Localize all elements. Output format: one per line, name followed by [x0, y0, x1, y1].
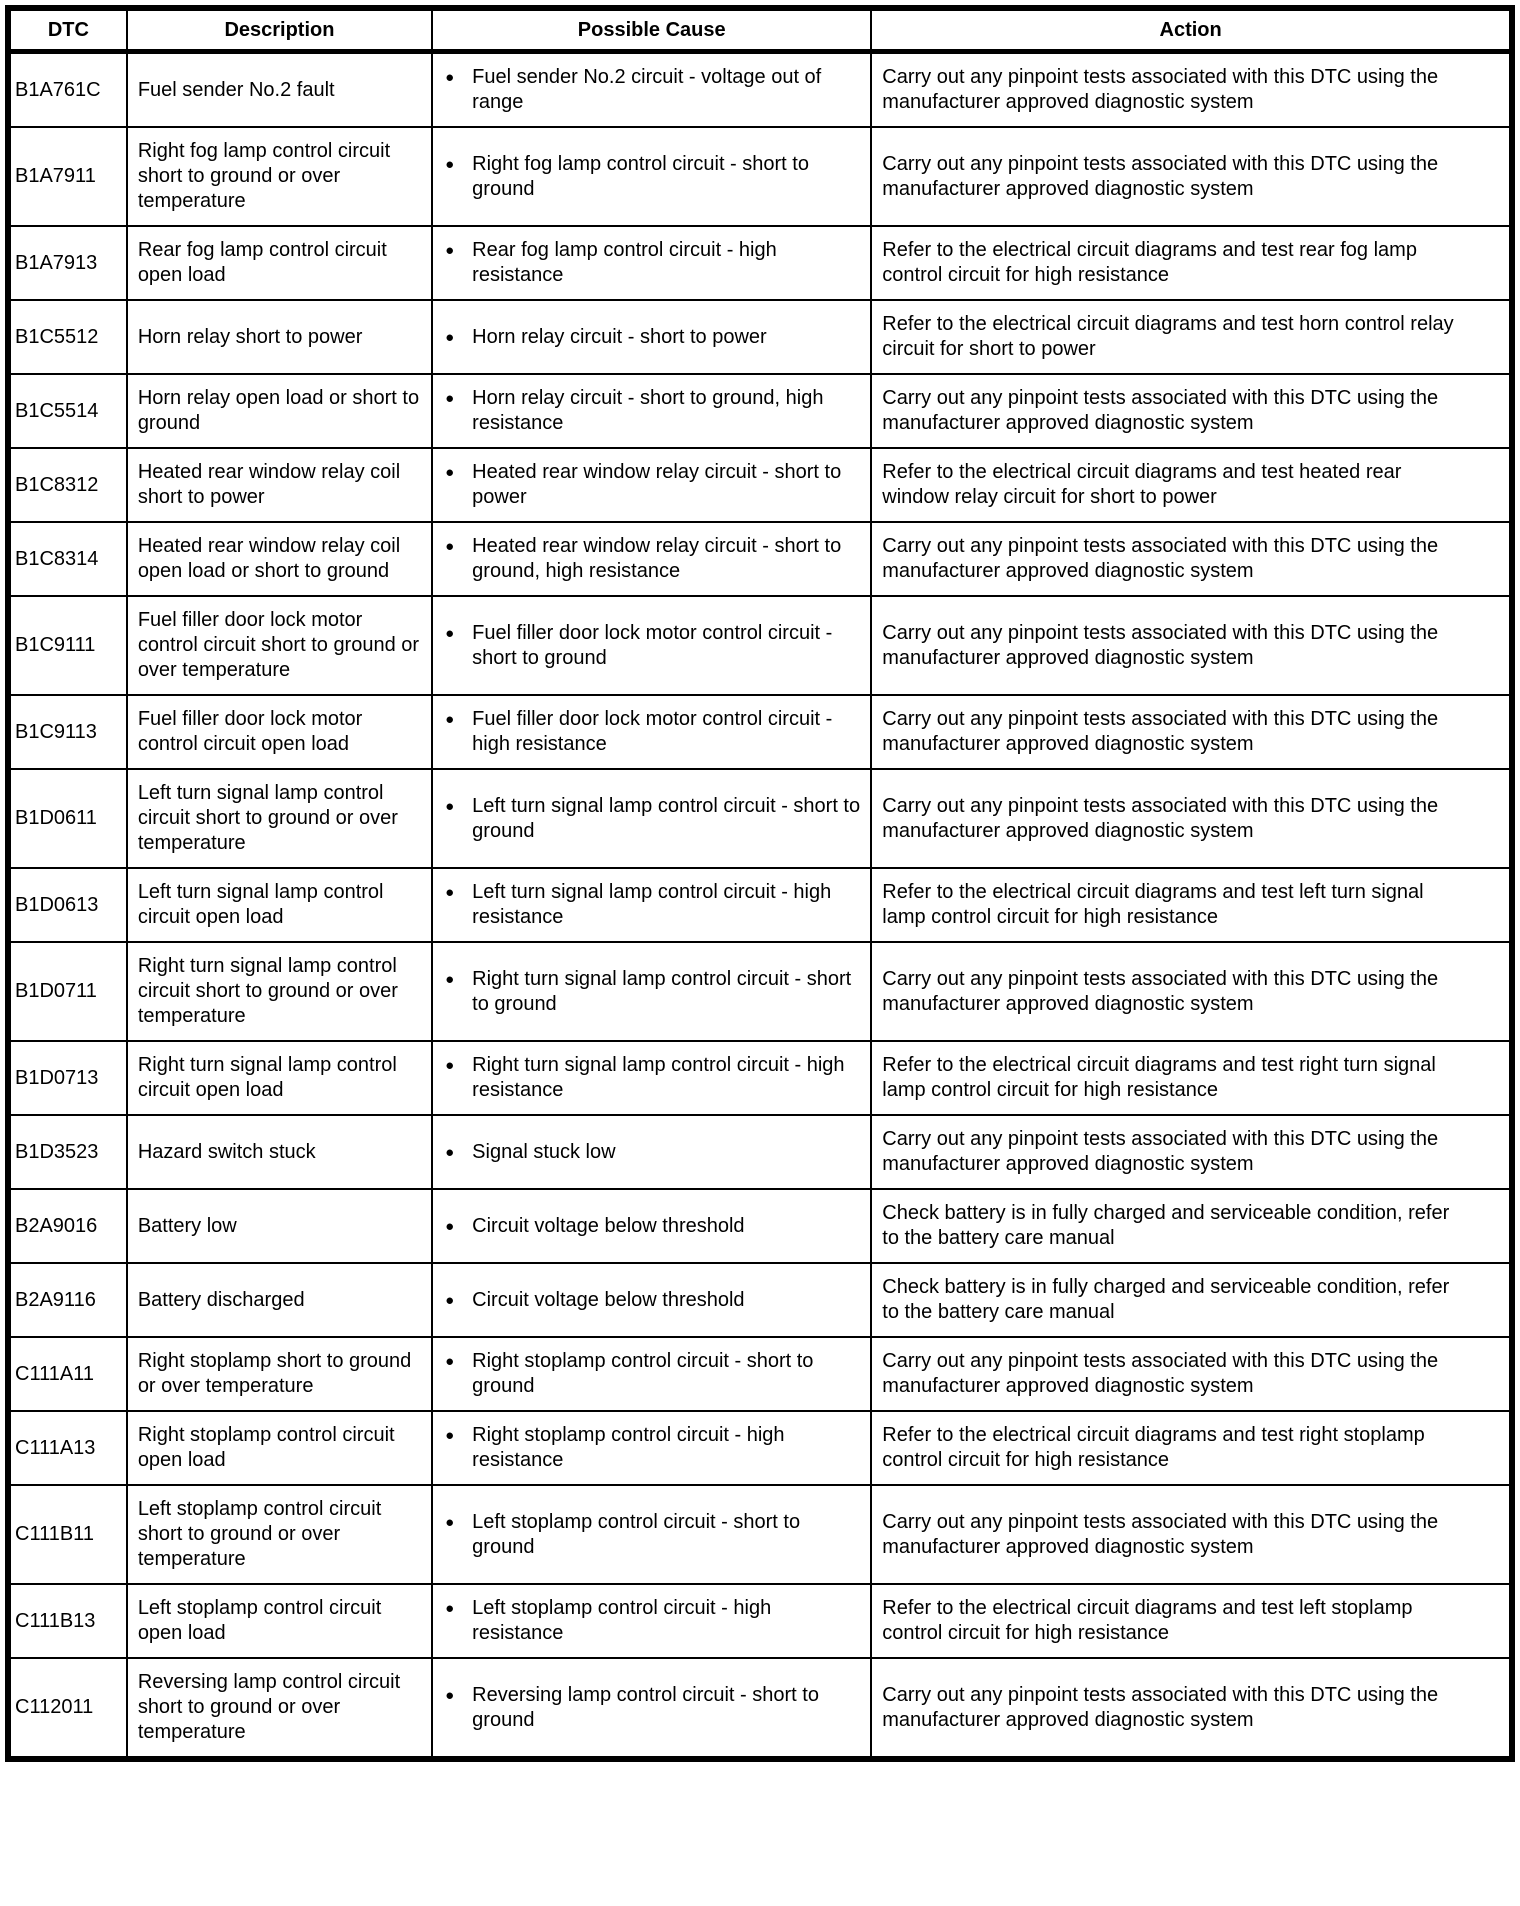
table-header [8, 8, 1512, 52]
table-row [8, 868, 1512, 942]
action-cell: Carry out any pinpoint tests associated with this DTC using the manufacturer approved diagnostic system [871, 522, 1512, 596]
cause-text: Left stoplamp control circuit - high resistance [472, 1597, 772, 1644]
table-row [8, 522, 1512, 596]
table-row [8, 1189, 1512, 1263]
cause-item [445, 1214, 860, 1239]
bullet-icon: ● [445, 711, 455, 728]
table-row [8, 1263, 1512, 1337]
dtc-code-cell: C111B11 [8, 1485, 127, 1584]
possible-cause-cell [432, 226, 871, 300]
table-row [8, 1115, 1512, 1189]
table-row [8, 374, 1512, 448]
possible-cause-cell [432, 1337, 871, 1411]
bullet-icon: ● [445, 390, 455, 407]
description-cell: Fuel filler door lock motor control circuit open load [127, 695, 432, 769]
cause-item [445, 794, 860, 844]
bullet-icon: ● [445, 624, 455, 642]
possible-cause-cell [432, 1411, 871, 1485]
cause-text: Right turn signal lamp control circuit - high resistance [472, 1054, 845, 1101]
bullet-icon: ● [445, 884, 455, 901]
table-row [8, 769, 1512, 868]
description-cell: Right turn signal lamp control circuit open load [127, 1041, 432, 1115]
bullet-icon: ● [445, 1057, 455, 1074]
dtc-code-cell: C111A13 [8, 1411, 127, 1485]
action-cell: Refer to the electrical circuit diagrams and test heated rear window relay circuit for short to power [871, 448, 1512, 522]
action-cell: Check battery is in fully charged and serviceable condition, refer to the battery care manual [871, 1189, 1512, 1263]
cause-text: Heated rear window relay circuit - short to power [472, 461, 842, 508]
action-cell: Carry out any pinpoint tests associated with this DTC using the manufacturer approved diagnostic system [871, 942, 1512, 1041]
action-cell: Carry out any pinpoint tests associated with this DTC using the manufacturer approved diagnostic system [871, 1337, 1512, 1411]
description-cell: Fuel sender No.2 fault [127, 52, 432, 128]
cause-text: Fuel filler door lock motor control circuit - high resistance [472, 708, 833, 755]
bullet-icon: ● [445, 1143, 455, 1161]
possible-cause-cell [432, 1041, 871, 1115]
description-cell: Left stoplamp control circuit open load [127, 1584, 432, 1658]
cause-text: Horn relay circuit - short to ground, high resistance [472, 387, 824, 434]
bullet-icon: ● [445, 1291, 455, 1309]
description-cell: Left stoplamp control circuit short to ground or over temperature [127, 1485, 432, 1584]
bullet-icon: ● [445, 1600, 455, 1617]
dtc-code-cell: C111A11 [8, 1337, 127, 1411]
cause-item [445, 1349, 860, 1399]
dtc-code-cell: B1C8312 [8, 448, 127, 522]
description-cell: Horn relay short to power [127, 300, 432, 374]
bullet-icon: ● [445, 464, 455, 481]
bullet-icon: ● [445, 1427, 455, 1444]
bullet-icon: ● [445, 242, 455, 259]
cause-item [445, 1288, 860, 1313]
possible-cause-cell [432, 374, 871, 448]
table-row [8, 1584, 1512, 1658]
bullet-icon: ● [445, 538, 455, 555]
cause-item [445, 65, 860, 115]
action-cell: Carry out any pinpoint tests associated with this DTC using the manufacturer approved diagnostic system [871, 1658, 1512, 1759]
description-cell: Left turn signal lamp control circuit open load [127, 868, 432, 942]
description-cell: Right stoplamp short to ground or over temperature [127, 1337, 432, 1411]
header-row [8, 8, 1512, 52]
table-row [8, 1337, 1512, 1411]
cause-text: Horn relay circuit - short to power [472, 325, 767, 348]
dtc-code-cell: B1D0613 [8, 868, 127, 942]
dtc-code-cell: B1C5512 [8, 300, 127, 374]
cause-text: Reversing lamp control circuit - short to ground [472, 1683, 819, 1731]
action-cell: Refer to the electrical circuit diagrams and test right stoplamp control circuit for high resistance [871, 1411, 1512, 1485]
description-cell: Right turn signal lamp control circuit short to ground or over temperature [127, 942, 432, 1041]
dtc-code-cell: B2A9016 [8, 1189, 127, 1263]
bullet-icon: ● [445, 1513, 455, 1531]
action-cell: Carry out any pinpoint tests associated with this DTC using the manufacturer approved diagnostic system [871, 1485, 1512, 1584]
cause-item [445, 1510, 860, 1560]
possible-cause-cell [432, 1485, 871, 1584]
cause-item [445, 534, 860, 584]
cause-text: Rear fog lamp control circuit - high resistance [472, 239, 777, 286]
description-cell: Battery low [127, 1189, 432, 1263]
cause-item [445, 1683, 860, 1733]
description-cell: Fuel filler door lock motor control circuit short to ground or over temperature [127, 596, 432, 695]
cause-text: Fuel sender No.2 circuit - voltage out of range [472, 66, 822, 113]
possible-cause-cell [432, 1263, 871, 1337]
description-cell: Right fog lamp control circuit short to ground or over temperature [127, 127, 432, 226]
table-row [8, 1041, 1512, 1115]
cause-text: Right stoplamp control circuit - high resistance [472, 1424, 785, 1471]
table-row [8, 1411, 1512, 1485]
dtc-code-cell: C111B13 [8, 1584, 127, 1658]
cause-item [445, 707, 860, 757]
column-header-action: Action [871, 8, 1512, 52]
possible-cause-cell [432, 127, 871, 226]
action-cell: Carry out any pinpoint tests associated with this DTC using the manufacturer approved diagnostic system [871, 52, 1512, 128]
possible-cause-cell [432, 300, 871, 374]
cause-text: Circuit voltage below threshold [472, 1214, 745, 1237]
cause-item [445, 1596, 860, 1646]
cause-item [445, 1140, 860, 1165]
table-row [8, 300, 1512, 374]
column-header-description: Description [127, 8, 432, 52]
cause-text: Right turn signal lamp control circuit - short to ground [472, 967, 852, 1015]
cause-text: Left turn signal lamp control circuit - short to ground [472, 794, 861, 842]
description-cell: Left turn signal lamp control circuit short to ground or over temperature [127, 769, 432, 868]
cause-item [445, 1423, 860, 1473]
table-row [8, 226, 1512, 300]
cause-text: Right fog lamp control circuit - short to ground [472, 152, 809, 200]
cause-text: Fuel filler door lock motor control circuit - short to ground [472, 621, 833, 669]
table-row [8, 695, 1512, 769]
table-row [8, 1658, 1512, 1759]
description-cell: Rear fog lamp control circuit open load [127, 226, 432, 300]
possible-cause-cell [432, 1189, 871, 1263]
cause-text: Right stoplamp control circuit - short to ground [472, 1350, 814, 1397]
dtc-code-cell: B1D0611 [8, 769, 127, 868]
cause-item [445, 386, 860, 436]
action-cell: Refer to the electrical circuit diagrams and test horn control relay circuit for short to power [871, 300, 1512, 374]
dtc-code-cell: B1C5514 [8, 374, 127, 448]
table-row [8, 52, 1512, 128]
action-cell: Carry out any pinpoint tests associated with this DTC using the manufacturer approved diagnostic system [871, 769, 1512, 868]
bullet-icon: ● [445, 155, 455, 173]
bullet-icon: ● [445, 970, 455, 988]
dtc-code-cell: B1D0713 [8, 1041, 127, 1115]
cause-item [445, 880, 860, 930]
table-body [8, 52, 1512, 1760]
action-cell: Check battery is in fully charged and serviceable condition, refer to the battery care manual [871, 1263, 1512, 1337]
bullet-icon: ● [445, 69, 455, 86]
dtc-code-cell: B1C9113 [8, 695, 127, 769]
cause-item [445, 621, 860, 671]
bullet-icon: ● [445, 328, 455, 346]
bullet-icon: ● [445, 1686, 455, 1704]
table-row [8, 596, 1512, 695]
cause-text: Heated rear window relay circuit - short to ground, high resistance [472, 535, 842, 582]
bullet-icon: ● [445, 797, 455, 815]
possible-cause-cell [432, 1658, 871, 1759]
action-cell: Refer to the electrical circuit diagrams and test rear fog lamp control circuit for high resistance [871, 226, 1512, 300]
possible-cause-cell [432, 596, 871, 695]
table-row [8, 942, 1512, 1041]
description-cell: Battery discharged [127, 1263, 432, 1337]
dtc-code-cell: B1A7913 [8, 226, 127, 300]
action-cell: Carry out any pinpoint tests associated with this DTC using the manufacturer approved diagnostic system [871, 1115, 1512, 1189]
table-row [8, 448, 1512, 522]
possible-cause-cell [432, 52, 871, 128]
column-header-possible-cause: Possible Cause [432, 8, 871, 52]
description-cell: Horn relay open load or short to ground [127, 374, 432, 448]
description-cell: Heated rear window relay coil short to power [127, 448, 432, 522]
cause-text: Signal stuck low [472, 1140, 616, 1163]
dtc-code-cell: B1A761C [8, 52, 127, 128]
possible-cause-cell [432, 868, 871, 942]
cause-item [445, 238, 860, 288]
action-cell: Carry out any pinpoint tests associated with this DTC using the manufacturer approved diagnostic system [871, 596, 1512, 695]
dtc-table [5, 5, 1515, 1762]
possible-cause-cell [432, 1584, 871, 1658]
cause-text: Circuit voltage below threshold [472, 1288, 745, 1311]
column-header-dtc: DTC [8, 8, 127, 52]
bullet-icon: ● [445, 1353, 455, 1370]
cause-text: Left stoplamp control circuit - short to ground [472, 1510, 801, 1558]
action-cell: Refer to the electrical circuit diagrams and test left turn signal lamp control circuit for high resistance [871, 868, 1512, 942]
table-row [8, 127, 1512, 226]
action-cell: Refer to the electrical circuit diagrams and test right turn signal lamp control circuit for high resistance [871, 1041, 1512, 1115]
description-cell: Heated rear window relay coil open load or short to ground [127, 522, 432, 596]
action-cell: Carry out any pinpoint tests associated with this DTC using the manufacturer approved diagnostic system [871, 695, 1512, 769]
dtc-code-cell: B1D3523 [8, 1115, 127, 1189]
table-row [8, 1485, 1512, 1584]
dtc-code-cell: B1C9111 [8, 596, 127, 695]
cause-item [445, 460, 860, 510]
cause-item [445, 152, 860, 202]
cause-item [445, 967, 860, 1017]
possible-cause-cell [432, 942, 871, 1041]
dtc-code-cell: B2A9116 [8, 1263, 127, 1337]
cause-item [445, 325, 860, 350]
dtc-code-cell: B1D0711 [8, 942, 127, 1041]
description-cell: Reversing lamp control circuit short to ground or over temperature [127, 1658, 432, 1759]
action-cell: Refer to the electrical circuit diagrams and test left stoplamp control circuit for high resistance [871, 1584, 1512, 1658]
possible-cause-cell [432, 769, 871, 868]
description-cell: Right stoplamp control circuit open load [127, 1411, 432, 1485]
action-cell: Carry out any pinpoint tests associated with this DTC using the manufacturer approved diagnostic system [871, 374, 1512, 448]
dtc-code-cell: B1A7911 [8, 127, 127, 226]
cause-text: Left turn signal lamp control circuit - high resistance [472, 881, 832, 928]
possible-cause-cell [432, 522, 871, 596]
dtc-code-cell: B1C8314 [8, 522, 127, 596]
dtc-code-cell: C112011 [8, 1658, 127, 1759]
action-cell: Carry out any pinpoint tests associated with this DTC using the manufacturer approved diagnostic system [871, 127, 1512, 226]
possible-cause-cell [432, 448, 871, 522]
possible-cause-cell [432, 695, 871, 769]
description-cell: Hazard switch stuck [127, 1115, 432, 1189]
possible-cause-cell [432, 1115, 871, 1189]
cause-item [445, 1053, 860, 1103]
bullet-icon: ● [445, 1217, 455, 1235]
